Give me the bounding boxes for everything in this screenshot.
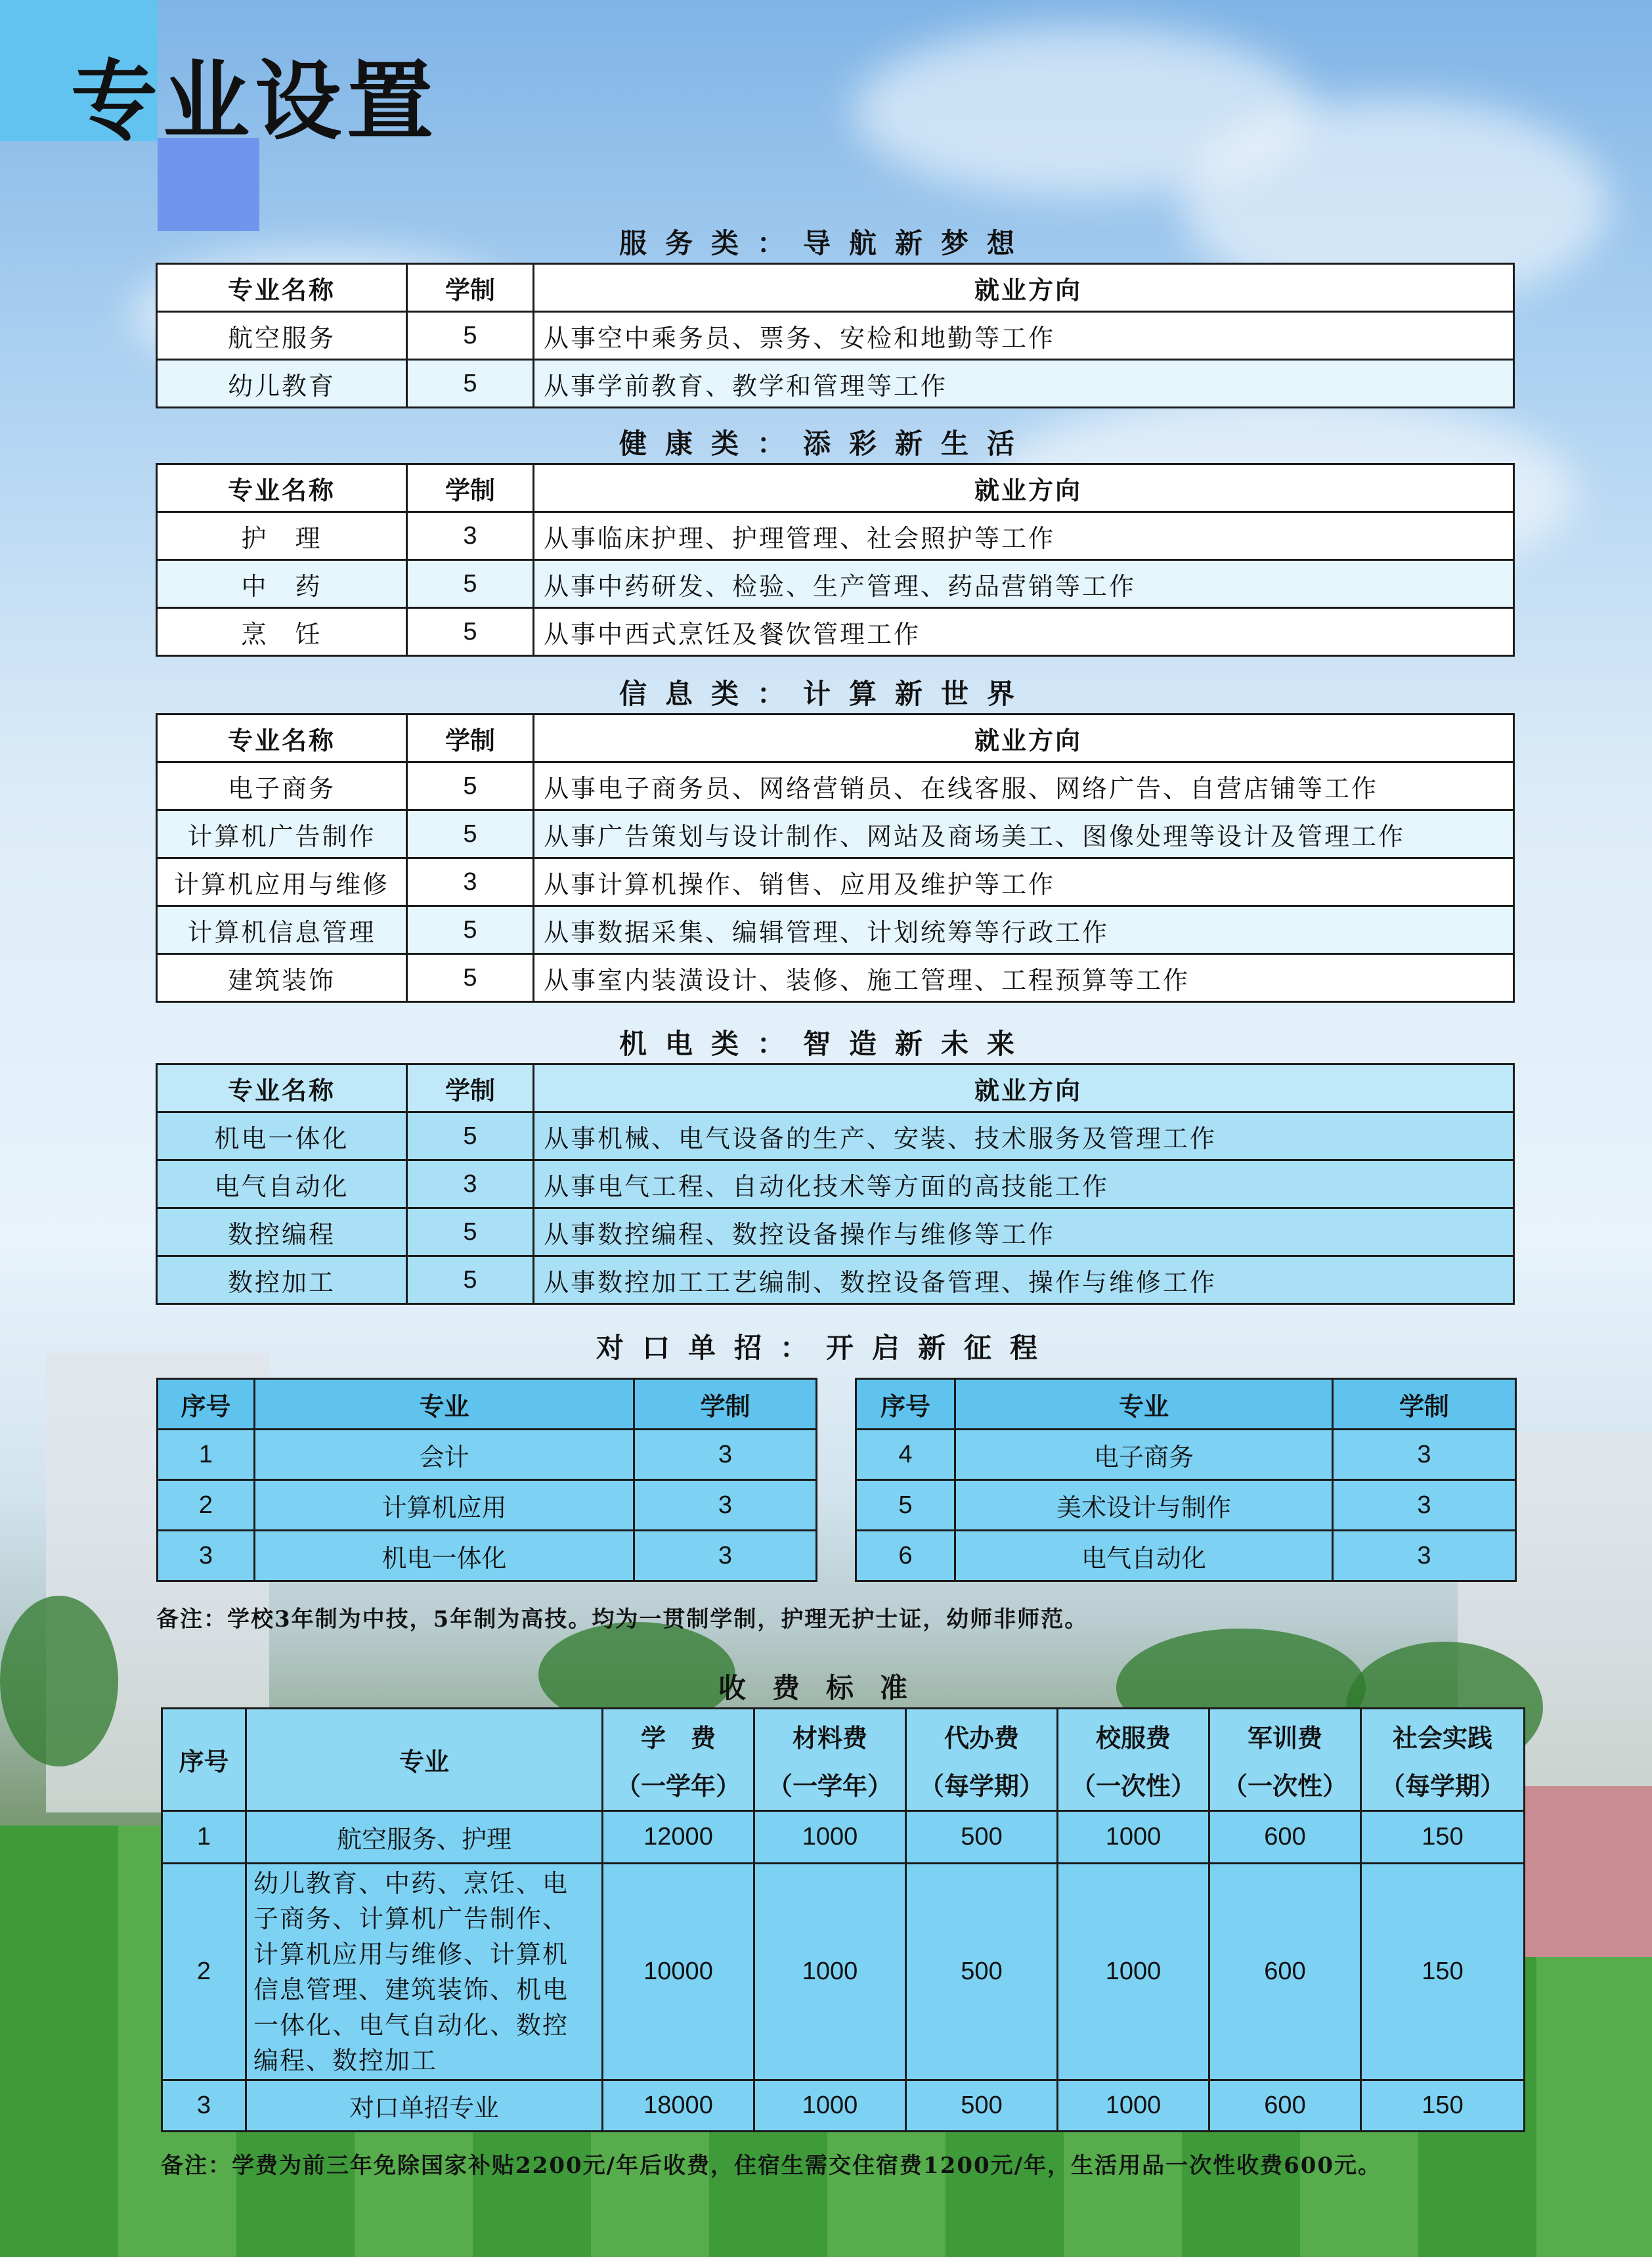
table-row: 2 计算机应用 3: [158, 1480, 817, 1531]
section-title-duikou: 对口单招：开启新征程: [596, 1332, 1056, 1364]
table-row: 3 对口单招专业 18000 1000 500 1000 600 150: [162, 2080, 1525, 2132]
service-majors-table: [156, 263, 1515, 408]
table-row: 1 航空服务、护理 12000 1000 500 1000 600 150: [162, 1811, 1525, 1864]
table-row: 烹 饪 5 从事中西式烹饪及餐饮管理工作: [157, 608, 1514, 656]
table-header: 专业名称 学制 就业方向: [157, 714, 1514, 762]
duikou-note: 备注：学校3年制为中技，5年制为高技。均为一贯制学制，护理无护士证，幼师非师范。: [156, 1606, 1089, 1632]
table-row: 电气自动化 3 从事电气工程、自动化技术等方面的高技能工作: [157, 1160, 1514, 1208]
table-row: 6 电气自动化 3: [856, 1531, 1516, 1581]
section-title-health: 健康类：添彩新生活: [619, 427, 1033, 460]
table-row: 2 幼儿教育、中药、烹饪、电 子商务、计算机广告制作、 计算机应用与维修、计算机 信息管理、建筑装饰、机电 一体化、电气自动化、数控 编程、数控加工 10000 1000 500 1000 600 150: [162, 1864, 1525, 2080]
table-header: 序号 专业 学制: [158, 1379, 817, 1430]
duikou-table-right: [855, 1378, 1517, 1582]
table-header: 专业名称 学制 就业方向: [157, 464, 1514, 512]
table-row: 3 机电一体化 3: [158, 1531, 817, 1581]
table-row: 中 药 5 从事中药研发、检验、生产管理、药品营销等工作: [157, 560, 1514, 608]
fees-table: [161, 1707, 1525, 2132]
info-majors-table: [156, 713, 1515, 1003]
table-row: 航空服务 5 从事空中乘务员、票务、安检和地勤等工作: [157, 312, 1514, 360]
duikou-table-left: [156, 1378, 817, 1582]
table-row: 幼儿教育 5 从事学前教育、教学和管理等工作: [157, 360, 1514, 408]
table-row: 1 会计 3: [158, 1430, 817, 1480]
table-row: 电子商务 5 从事电子商务员、网络营销员、在线客服、网络广告、自营店铺等工作: [157, 762, 1514, 810]
section-title-info: 信息类：计算新世界: [619, 678, 1033, 710]
table-row: 计算机广告制作 5 从事广告策划与设计制作、网站及商场美工、图像处理等设计及管理工作: [157, 810, 1514, 858]
table-row: 5 美术设计与制作 3: [856, 1480, 1516, 1531]
table-row: 计算机信息管理 5 从事数据采集、编辑管理、计划统筹等行政工作: [157, 906, 1514, 954]
section-title-service: 服务类：导航新梦想: [619, 227, 1033, 259]
table-row: 计算机应用与维修 3 从事计算机操作、销售、应用及维护等工作: [157, 858, 1514, 906]
table-header: 专业名称 学制 就业方向: [157, 1064, 1514, 1112]
table-row: 机电一体化 5 从事机械、电气设备的生产、安装、技术服务及管理工作: [157, 1112, 1514, 1160]
section-title-mechatronics: 机电类：智造新未来: [619, 1028, 1033, 1060]
health-majors-table: [156, 463, 1515, 657]
page-title: 专业设置: [71, 51, 439, 152]
mechatronics-majors-table: [156, 1063, 1515, 1305]
table-row: 建筑装饰 5 从事室内装潢设计、装修、施工管理、工程预算等工作: [157, 954, 1514, 1002]
table-header: 专业名称 学制 就业方向: [157, 264, 1514, 312]
table-header: 序号 专业 学 费 （一学年） 材料费 （一学年） 代办费 （每学期） 校服费 （一次性） 军训费 （一次性） 社会实践 （每学期）: [162, 1709, 1525, 1811]
fees-note: 备注：学费为前三年免除国家补贴2200元/年后收费，住宿生需交住宿费1200元/年，生活用品一次性收费600元。: [161, 2153, 1382, 2179]
table-row: 数控加工 5 从事数控加工工艺编制、数控设备管理、操作与维修工作: [157, 1256, 1514, 1304]
section-title-fees: 收费标准: [718, 1672, 934, 1704]
table-row: 4 电子商务 3: [856, 1430, 1516, 1480]
table-row: 护 理 3 从事临床护理、护理管理、社会照护等工作: [157, 512, 1514, 560]
table-row: 数控编程 5 从事数控编程、数控设备操作与维修等工作: [157, 1208, 1514, 1256]
table-header: 序号 专业 学制: [856, 1379, 1516, 1430]
